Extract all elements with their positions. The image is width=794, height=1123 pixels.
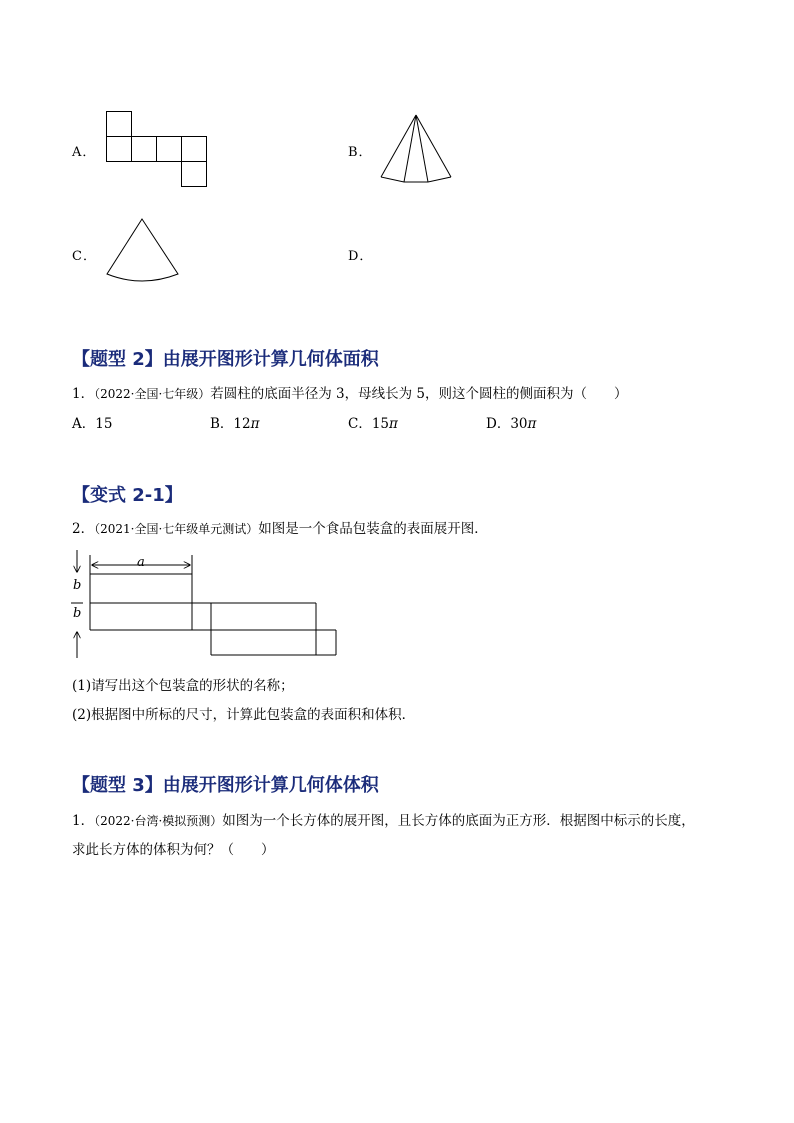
question-number: 2． (72, 521, 95, 537)
answer-option-c: C．15π (348, 416, 398, 432)
section-3-heading: 【题型 3】由展开图形计算几何体体积 (72, 775, 379, 796)
question-text: 如图为一个长方体的展开图，且长方体的底面为正方形．根据图中标示的长度， (222, 813, 695, 829)
pyramid-figure (380, 114, 452, 184)
dimension-a-label: a (137, 555, 145, 570)
variant-heading: 【变式 2-1】 (72, 485, 183, 506)
option-d-label: D． (348, 249, 374, 264)
sub-question-1: (1)请写出这个包装盒的形状的名称； (72, 678, 294, 694)
question-text: 如图是一个食品包装盒的表面展开图． (258, 521, 488, 537)
question-source: （2021·全国·七年级单元测试） (94, 522, 259, 536)
answer-option-d: D．30π (486, 416, 537, 432)
answer-option-b: B．12π (210, 416, 260, 432)
answer-option-a: A．15 (72, 416, 113, 432)
question-2-1 (72, 384, 628, 404)
option-b-label: B． (348, 145, 373, 160)
sector-figure (105, 218, 181, 282)
section-2-heading: 【题型 2】由展开图形计算几何体面积 (72, 349, 379, 370)
question-3-1 (72, 811, 695, 831)
question-number: 1． (72, 813, 95, 829)
option-a-label: A． (72, 145, 97, 160)
dimension-b-label-2: b (73, 606, 82, 621)
cube-net-figure (106, 111, 210, 189)
dimension-b-label-1: b (73, 578, 82, 593)
question-3-1-continued: 求此长方体的体积为何？（ ） (72, 842, 275, 858)
question-source: （2022·全国·七年级） (94, 387, 211, 401)
option-c-label: C． (72, 249, 97, 264)
package-net-figure (68, 548, 340, 660)
sub-question-2: (2)根据图中所标的尺寸，计算此包装盒的表面积和体积． (72, 707, 416, 723)
question-variant-2 (72, 519, 488, 539)
question-number: 1． (72, 386, 95, 402)
question-text: 若圆柱的底面半径为 3，母线长为 5，则这个圆柱的侧面积为（ ） (210, 386, 628, 402)
question-source: （2022·台湾·模拟预测） (94, 814, 223, 828)
